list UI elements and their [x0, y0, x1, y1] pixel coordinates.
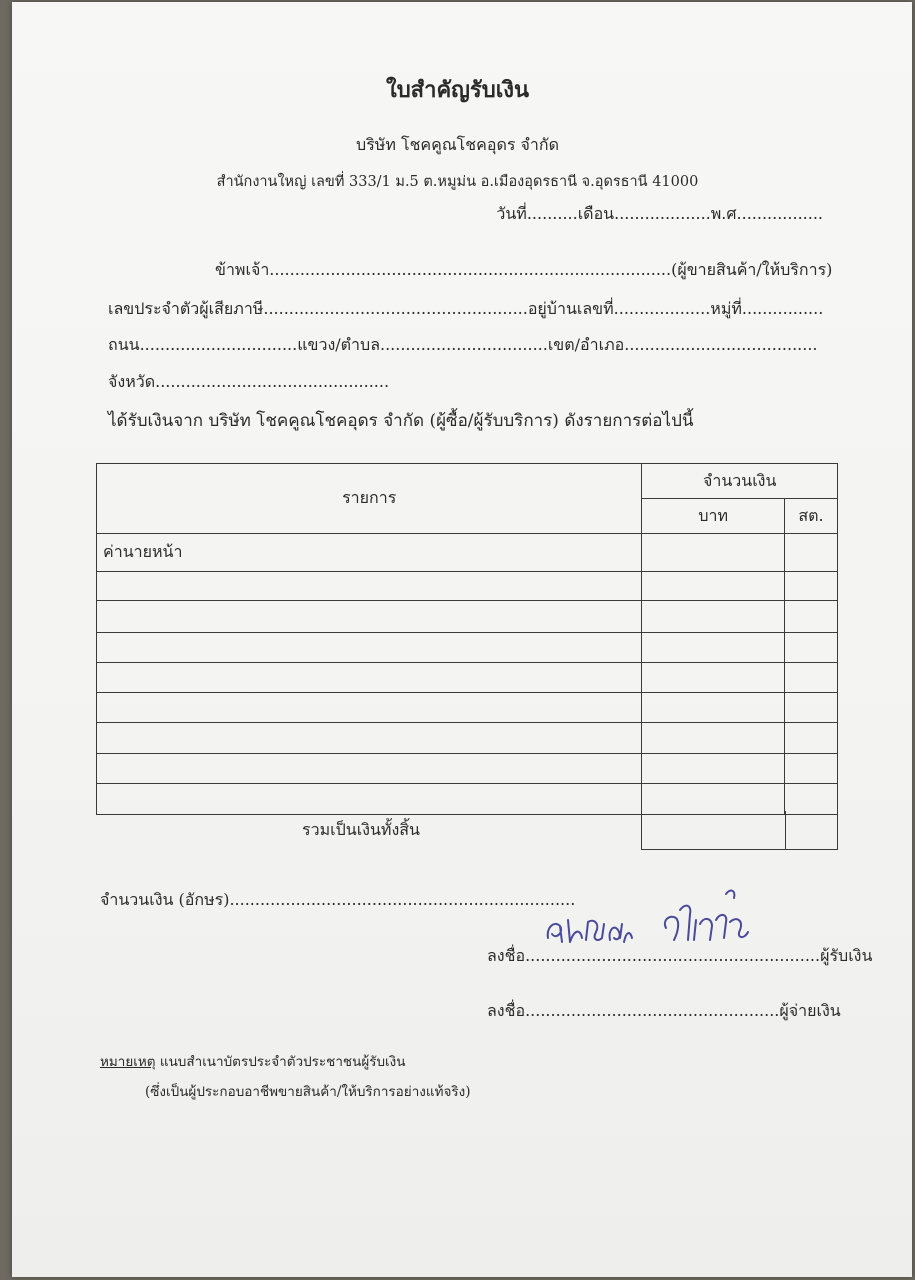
table-row [97, 633, 838, 663]
satang-amount-cell [785, 754, 838, 784]
item-description-cell [97, 601, 642, 633]
received-from-line: ได้รับเงินจาก บริษัท โชคคูณโชคอุดร จำกัด (ผู้ซื้อ/ผู้รับบริการ) ดังรายการต่อไปนี้ [108, 411, 694, 431]
satang-column-header: สต. [785, 499, 838, 534]
baht-amount-cell [642, 723, 785, 754]
note-label: หมายเหตุ [100, 1054, 156, 1070]
item-description-cell [97, 663, 642, 693]
receiver-signature-line: ลงชื่อ..........................................................ผู้รับเงิน [487, 946, 873, 965]
items-column-header: รายการ [97, 464, 642, 534]
baht-amount-cell [642, 572, 785, 601]
note-line [100, 1050, 405, 1072]
baht-amount-cell [642, 663, 785, 693]
baht-amount-cell [642, 784, 785, 815]
satang-amount-cell [785, 784, 838, 815]
total-divider [785, 811, 786, 849]
amount-in-words-line: จำนวนเงิน (อักษร).................................................................... [100, 890, 576, 909]
baht-amount-cell [642, 633, 785, 663]
item-description-cell [97, 754, 642, 784]
satang-amount-cell [785, 663, 838, 693]
note-text: แนบสำเนาบัตรประจำตัวประชาชนผู้รับเงิน [155, 1054, 406, 1070]
table-row [97, 663, 838, 693]
baht-amount-cell [642, 754, 785, 784]
total-label: รวมเป็นเงินทั้งสิ้น [302, 820, 420, 839]
item-description-cell: ค่านายหน้า [97, 534, 642, 572]
table-row [97, 572, 838, 601]
table-row [97, 693, 838, 723]
note-line-2: (ซึ่งเป็นผู้ประกอบอาชีพขายสินค้า/ให้บริการอย่างแท้จริง) [145, 1084, 471, 1100]
satang-amount-cell [785, 723, 838, 754]
table-row [97, 601, 838, 633]
item-description-cell [97, 572, 642, 601]
company-address: สำนักงานใหญ่ เลขที่ 333/1 ม.5 ต.หมูม่น อ.เมืองอุดรธานี จ.อุดรธานี 41000 [216, 174, 699, 190]
satang-amount-cell [785, 693, 838, 723]
baht-amount-cell [642, 601, 785, 633]
satang-amount-cell [785, 572, 838, 601]
tax-id-line: เลขประจำตัวผู้เสียภาษี....................................................อยู่บ้านเลขที่...................หมู่ที่................ [108, 299, 824, 318]
payee-name-line: ข้าพเจ้า...............................................................................(ผู้ขายสินค้า/ให้บริการ) [215, 260, 833, 279]
baht-amount-cell [642, 693, 785, 723]
item-description-cell [97, 633, 642, 663]
item-description-cell [97, 723, 642, 754]
table-row [97, 534, 838, 572]
item-description-cell [97, 784, 642, 815]
form-title: ใบสำคัญรับเงิน [385, 77, 530, 103]
province-line: จังหวัด.............................................. [108, 372, 390, 391]
satang-amount-cell [785, 633, 838, 663]
table-row [97, 723, 838, 754]
table-row [97, 784, 838, 815]
total-amount-box [641, 811, 838, 850]
baht-amount-cell [642, 534, 785, 572]
table-row [97, 754, 838, 784]
date-line: วันที่..........เดือน...................พ.ศ................. [496, 204, 823, 223]
baht-column-header: บาท [642, 499, 785, 534]
company-name: บริษัท โชคคูณโชคอุดร จำกัด [356, 135, 559, 154]
payer-signature-line: ลงชื่อ..................................................ผู้จ่ายเงิน [487, 1001, 841, 1020]
items-table [96, 463, 838, 815]
item-description-cell [97, 693, 642, 723]
address-line: ถนน...............................แขวง/ตำบล.................................เขต/อำเภอ...................................... [108, 335, 818, 354]
handwritten-signature [540, 880, 760, 960]
satang-amount-cell [785, 534, 838, 572]
satang-amount-cell [785, 601, 838, 633]
amount-column-header: จำนวนเงิน [642, 464, 838, 499]
